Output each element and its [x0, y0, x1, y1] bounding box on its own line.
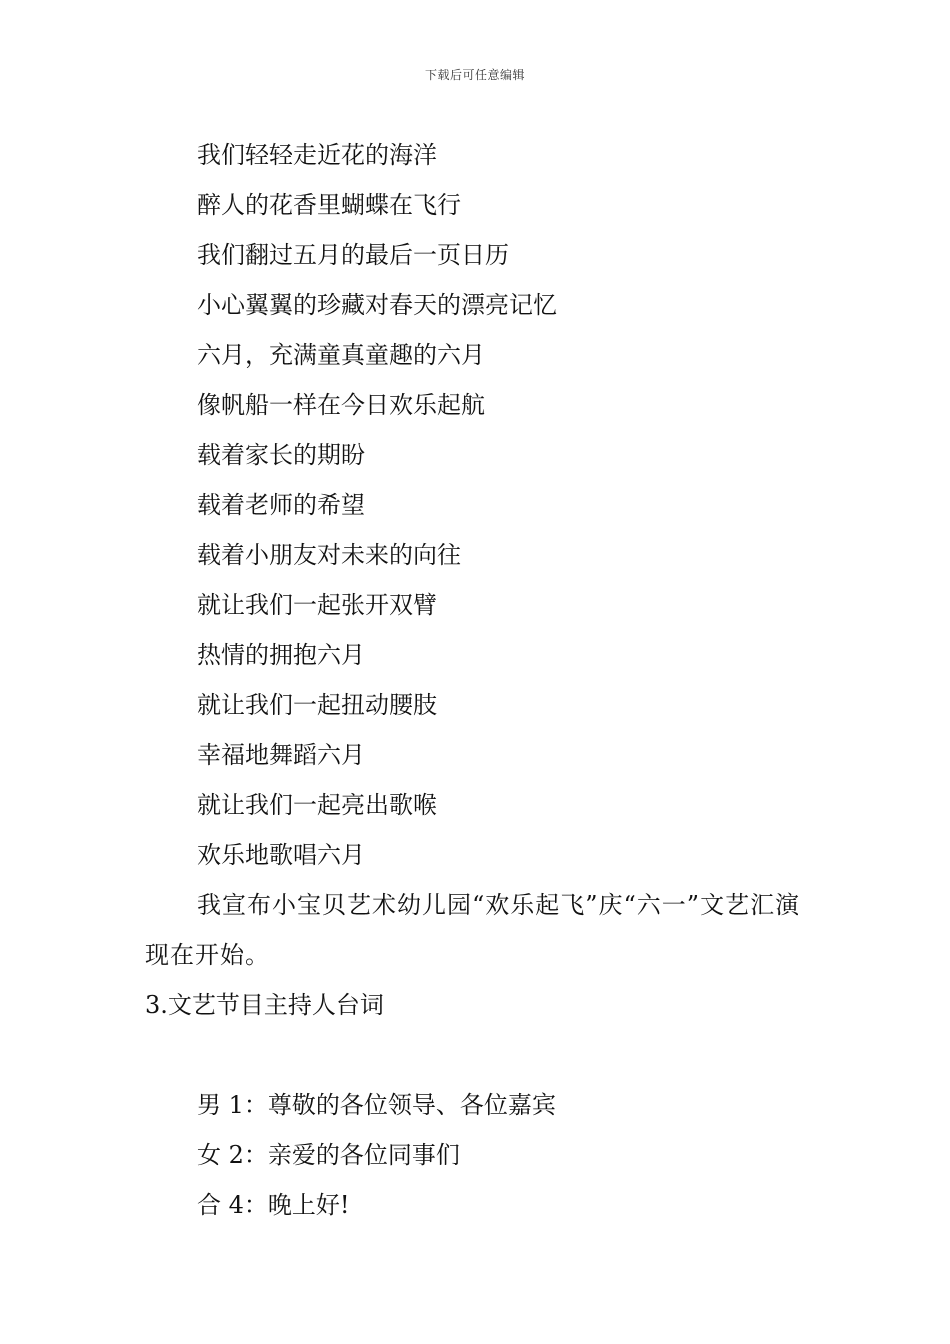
announcement-paragraph: 我宣布小宝贝艺术幼儿园“欢乐起飞”庆“六一”文艺汇演现在开始。 — [145, 891, 801, 969]
poem-line: 就让我们一起亮出歌喉 — [197, 791, 437, 819]
dialogue-line: 男 1：尊敬的各位领导、各位嘉宾 — [197, 1091, 556, 1119]
page-header: 下载后可任意编辑 — [424, 68, 525, 82]
poem-line: 载着老师的希望 — [197, 491, 365, 519]
poem-line: 小心翼翼的珍藏对春天的漂亮记忆 — [197, 291, 557, 319]
poem-line: 六月，充满童真童趣的六月 — [197, 341, 485, 369]
poem-line: 载着家长的期盼 — [197, 441, 365, 469]
blank-line — [145, 1030, 815, 1080]
poem-line: 热情的拥抱六月 — [197, 641, 365, 669]
poem-line: 醉人的花香里蝴蝶在飞行 — [197, 191, 461, 219]
poem-line: 载着小朋友对未来的向往 — [197, 541, 461, 569]
dialogue-line: 合 4：晚上好! — [197, 1191, 350, 1219]
section-heading: 3.文艺节目主持人台词 — [145, 991, 384, 1019]
poem-line: 就让我们一起扭动腰肢 — [197, 691, 437, 719]
poem-line: 就让我们一起张开双臂 — [197, 591, 437, 619]
poem-line: 我们翻过五月的最后一页日历 — [197, 241, 509, 269]
poem-line: 幸福地舞蹈六月 — [197, 741, 365, 769]
dialogue-line: 女 2：亲爱的各位同事们 — [197, 1141, 460, 1169]
poem-line: 像帆船一样在今日欢乐起航 — [197, 391, 485, 419]
poem-line: 欢乐地歌唱六月 — [197, 841, 365, 869]
poem-line: 我们轻轻走近花的海洋 — [197, 141, 437, 169]
document-body — [145, 130, 815, 1230]
